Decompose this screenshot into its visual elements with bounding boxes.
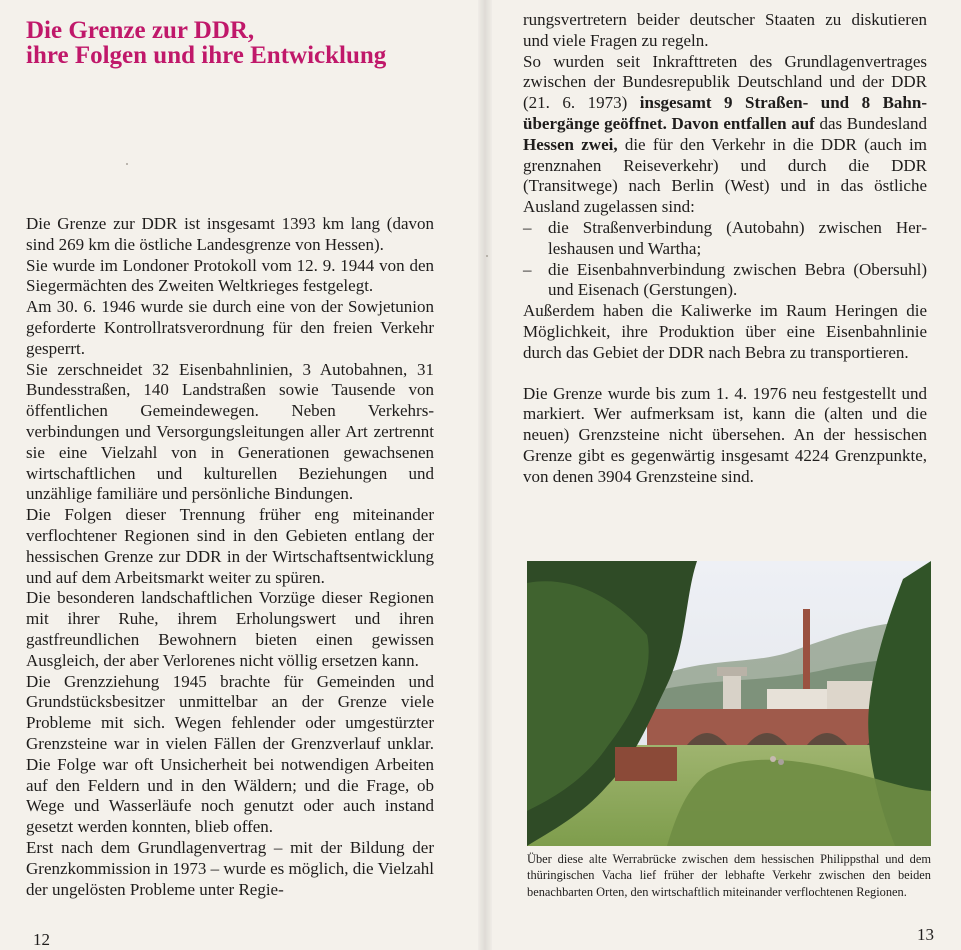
treaty-text: das Bundesland [814, 113, 927, 133]
treaty-text: So wurden seit Inkrafttreten des Grundlagenvertrages zwischen der Bundesrepublik Deutschland und der DDR (21. 6. 1973) [523, 51, 927, 113]
border-commission-paragraph: Erst nach dem Grundlagenvertrag – mit der Bildung der Grenzkommission in 1973 – wurde es möglich, die Vielzahl der ungelösten Probleme unter Regie- [26, 837, 435, 899]
chapter-title-line: Die Grenze zur DDR, [26, 17, 255, 44]
werra-bridge-photo [527, 561, 931, 846]
crossings-opened-highlight: insgesamt 9 Straßen- und 8 Bahnübergänge geöffnet. Davon entfallen auf [523, 93, 927, 133]
paragraph-gap [523, 364, 927, 384]
closure-paragraph: Am 30. 6. 1946 wurde sie durch eine von der Sowjetunion geforderte Kontrollratsverordnung für den freien Verkehr gesperrt. [26, 297, 434, 358]
photo-illustration [527, 561, 931, 846]
crossing-list [523, 218, 927, 301]
road-crossing-item: – die Straßenverbindung (Autobahn) zwischen Herleshausen und Wartha; [523, 218, 927, 260]
landscape-advantages-paragraph: Die besonderen landschaftlichen Vorzüge dieser Regionen mit ihrer Ruhe, ihrem Erholungswert und ihren gastfreundlichen Bewohnern bieten einen gewissen Ausgleich, der aber Verlorenes nicht völlig ersetzen kann. [26, 588, 434, 670]
border-problems-paragraph: Die Grenzziehung 1945 brachte für Gemeinden und Grundstücksbesitzer unmittelbar an der Grenze viele Probleme mit sich. Wegen fehlender oder umgestürzter Grenzsteine war in vielen Fällen der Grenzverlauf unklar. Die Folge war oft Unsicherheit bei notwendigen Arbeiten auf den Feldern und in den Wäldern; und die Frage, ob Wege und Wasserläufe noch genutzt oder auch instand gesetzt werden konnten, blieb offen. [26, 671, 434, 837]
boundary-stones-paragraph: Die Grenze wurde bis zum 1. 4. 1976 neu festgestellt und markiert. Wer aufmerksam ist, kann die (alten und die neuen) Grenzsteine nicht übersehen. An der hessischen Grenze gibt es gegenwärtig insgesamt 4224 Grenzpunkte, von denen 3904 Grenzsteine sind. [523, 383, 927, 486]
treaty-paragraph [523, 52, 927, 218]
paper-speck [126, 163, 128, 165]
treaty-text: die für den Verkehr in die DDR (auch im grenznahen Reiseverkehr) und durch die DDR (Transitwege) nach Berlin (West) und in das östliche Ausland zugelassen sind: [523, 134, 928, 217]
left-page [0, 0, 478, 950]
chapter-title [26, 18, 386, 68]
continuation-paragraph: rungsvertretern beider deutscher Staaten zu diskutieren und viele Fragen zu regeln. [523, 10, 927, 50]
economic-consequences-paragraph: Die Folgen dieser Trennung früher eng miteinander verflochtener Regionen sind in den Gebieten entlang der hessischen Grenze zur DDR in der Wirtschaftsentwicklung und auf dem Arbeitsmarkt weiter zu spüren. [26, 505, 434, 587]
shed [615, 747, 677, 781]
page-number-right: 13 [917, 925, 934, 944]
factory-chimney [803, 609, 810, 703]
left-page-body [26, 214, 434, 900]
border-length-paragraph: Die Grenze zur DDR ist insgesamt 1393 km lang (davon sind 269 km die östliche Landesgrenze von Hessen). [26, 214, 434, 254]
person [770, 756, 776, 762]
paper-speck [486, 255, 488, 257]
right-page-body [523, 10, 927, 488]
chapter-title-line: ihre Folgen und ihre Entwicklung [26, 42, 387, 69]
rail-crossing-item: – die Eisenbahnverbindung zwischen Bebra (Obersuhl) und Eisenach (Gerstungen). [523, 260, 927, 302]
hessen-highlight: Hessen zwei, [523, 134, 618, 154]
potash-railway-paragraph: Außerdem haben die Kaliwerke im Raum Heringen die Möglichkeit, ihre Produktion über eine Eisenbahnlinie durch das Gebiet der DDR nach Bebra zu transportieren. [523, 301, 927, 362]
photo-caption: Über diese alte Werrabrücke zwischen dem hessischen Philippsthal und dem thüringischen Vacha lief früher der lebhafte Verkehr zwischen den beiden benachbarten Orten, den wirtschaftlich miteinander verflochtenen Regionen. [527, 852, 931, 899]
right-page [492, 0, 961, 950]
london-protocol-paragraph: Sie wurde im Londoner Protokoll vom 12. 9. 1944 von den Siegermächten des Zweiten Weltkrieges festgelegt. [26, 255, 434, 296]
person [778, 759, 784, 765]
book-spine [478, 0, 492, 950]
watchtower-cabin [717, 667, 747, 676]
severed-routes-paragraph: Sie zerschneidet 32 Eisenbahnlinien, 3 Autobahnen, 31 Bundesstraßen, 140 Landstraßen sowie Tausende von öffentlichen Gemeindewegen. Neben Verkehrsverbindungen und Versorgungsleitungen aller Art zertrennt sie eine Vielzahl von in Generationen gewachsenen wirtschaftlichen und kulturellen Beziehungen und unzählige familiäre und persönliche Bindungen. [26, 359, 434, 504]
page-number-left: 12 [33, 930, 50, 949]
